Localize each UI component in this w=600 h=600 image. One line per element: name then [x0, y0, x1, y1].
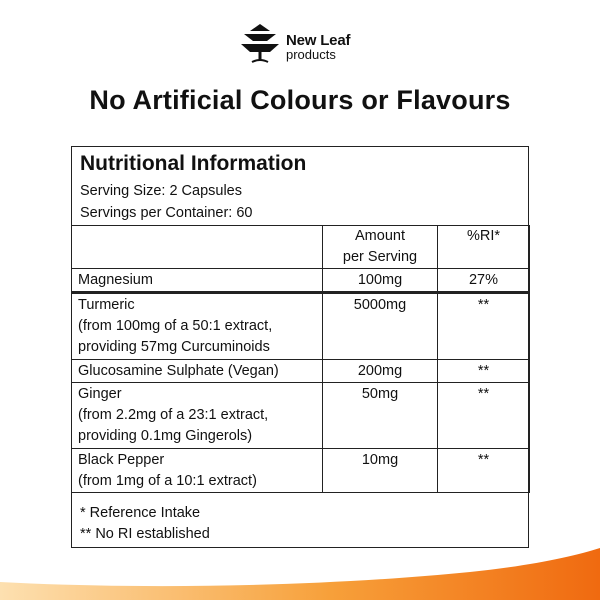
nutrient-detail: (from 1mg of a 10:1 extract) — [78, 473, 257, 489]
footnote: * Reference Intake — [80, 505, 201, 521]
header-ri: %RI* — [438, 226, 530, 269]
table-row — [72, 293, 530, 360]
nutrient-name: Turmeric (from 100mg of a 50:1 extract, providing 57mg Curcuminoids — [72, 293, 323, 360]
nutrient-amount: 5000mg — [323, 293, 438, 360]
nutrient-detail: providing 0.1mg Gingerols) — [78, 428, 253, 444]
table-row — [72, 449, 530, 493]
nutrient-ri: ** — [438, 293, 530, 360]
table-row — [72, 383, 530, 449]
table-row — [72, 269, 530, 293]
brand-name: New Leaf — [286, 32, 351, 49]
nutrient-name: Magnesium — [72, 269, 323, 293]
table-row — [72, 360, 530, 383]
table-header-row — [72, 226, 530, 269]
header-amount: Amount per Serving — [323, 226, 438, 269]
nutrient-detail: providing 57mg Curcuminoids — [78, 339, 270, 355]
leaf-stack-icon — [240, 22, 280, 66]
servings-per-container: Servings per Container: 60 — [80, 205, 253, 221]
nutrient-amount: 100mg — [323, 269, 438, 293]
nutrient-detail: (from 2.2mg of a 23:1 extract, — [78, 407, 269, 423]
panel-title: Nutritional Information — [80, 152, 307, 175]
orange-wave-decoration — [0, 540, 600, 600]
serving-size: Serving Size: 2 Capsules — [80, 183, 242, 199]
nutrient-amount: 10mg — [323, 449, 438, 493]
footnotes — [80, 503, 210, 545]
nutrient-ri: 27% — [438, 269, 530, 293]
nutrition-table — [71, 225, 530, 493]
nutrient-name: Ginger (from 2.2mg of a 23:1 extract, providing 0.1mg Gingerols) — [72, 383, 323, 449]
nutrient-ri: ** — [438, 383, 530, 449]
nutrient-detail: (from 100mg of a 50:1 extract, — [78, 318, 273, 334]
nutrient-name: Black Pepper (from 1mg of a 10:1 extract) — [72, 449, 323, 493]
header-nutrient — [72, 226, 323, 269]
brand-logo — [240, 22, 370, 70]
headline: No Artificial Colours or Flavours — [89, 85, 511, 115]
nutrition-panel — [71, 146, 529, 548]
nutrient-ri: ** — [438, 449, 530, 493]
brand-sub: products — [286, 47, 336, 62]
nutrient-amount: 200mg — [323, 360, 438, 383]
nutrient-ri: ** — [438, 360, 530, 383]
nutrient-name: Glucosamine Sulphate (Vegan) — [72, 360, 323, 383]
footnote: ** No RI established — [80, 526, 210, 542]
nutrient-amount: 50mg — [323, 383, 438, 449]
